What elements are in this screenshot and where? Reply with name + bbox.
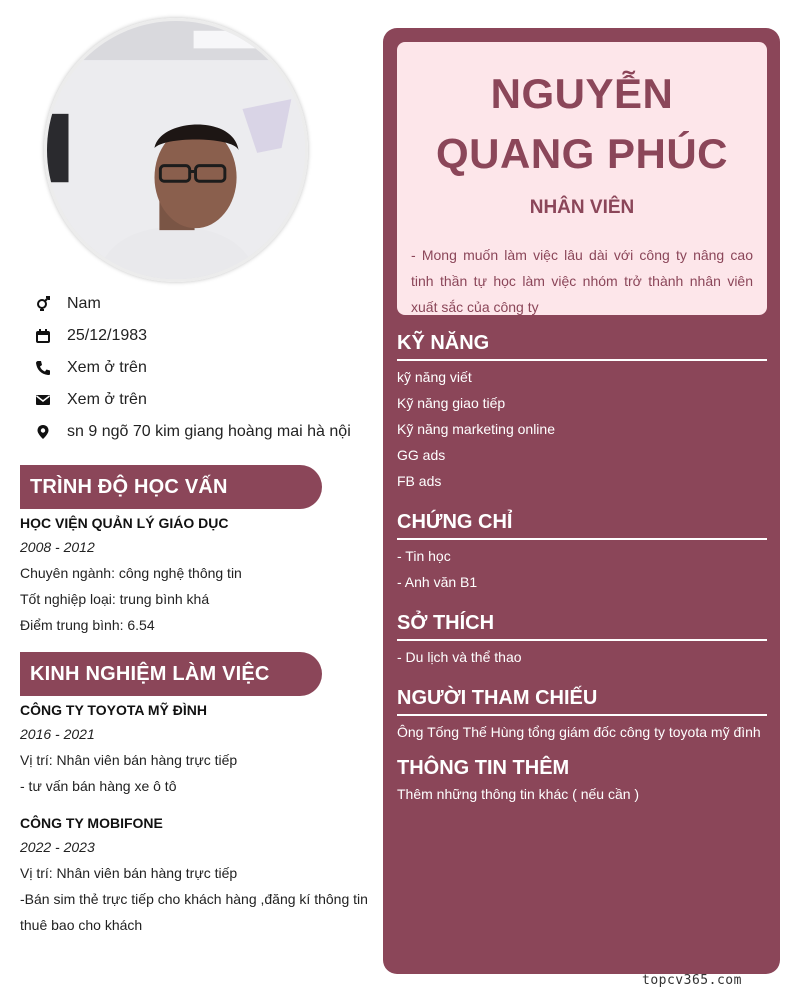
full-name: [397, 64, 767, 184]
name-line-1: NGUYỄN: [490, 70, 674, 117]
skill-item: kỹ năng viết: [397, 369, 472, 385]
certificates-heading: CHỨNG CHỈ: [397, 509, 767, 540]
skills-heading: KỸ NĂNG: [397, 330, 767, 361]
name-line-2: QUANG PHÚC: [435, 130, 728, 177]
certificate-item: - Tin học: [397, 548, 451, 564]
education-grade: Tốt nghiệp loại: trung bình khá: [20, 591, 210, 607]
person-photo-icon: [47, 21, 305, 279]
hobby-item: - Du lịch và thể thao: [397, 649, 522, 665]
education-entry: [20, 512, 370, 638]
skill-item: Kỹ năng marketing online: [397, 421, 555, 437]
hobbies-list: [397, 644, 767, 670]
job-period: 2016 - 2021: [20, 726, 95, 742]
job-detail: - tư vấn bán hàng xe ô tô: [20, 778, 177, 794]
skill-item: FB ads: [397, 473, 442, 489]
experience-entry: [20, 699, 370, 799]
phone-icon: [34, 359, 52, 377]
email-icon: [34, 391, 52, 409]
job-detail: -Bán sim thẻ trực tiếp cho khách hàng ,đăng kí thông tin thuê bao cho khách: [20, 891, 368, 933]
references-list: [397, 719, 767, 745]
job-period: 2022 - 2023: [20, 839, 95, 855]
extra-info-list: [397, 781, 767, 807]
name-card: [397, 42, 767, 315]
contact-phone: [34, 352, 374, 384]
job-position: Vị trí: Nhân viên bán hàng trực tiếp: [20, 752, 238, 768]
calendar-icon: [34, 327, 52, 345]
school-name: HỌC VIỆN QUẢN LÝ GIÁO DỤC: [20, 515, 229, 531]
contact-list: [34, 288, 374, 448]
education-period: 2008 - 2012: [20, 539, 95, 555]
skill-item: Kỹ năng giao tiếp: [397, 395, 506, 411]
education-major: Chuyên ngành: công nghệ thông tin: [20, 565, 242, 581]
contact-email: [34, 384, 374, 416]
extra-info-item: Thêm những thông tin khác ( nếu cần ): [397, 786, 640, 802]
career-objective: - Mong muốn làm việc lâu dài với công ty nâng cao tinh thần tự học làm việc nhóm trở thành nhân viên xuất sắc của công ty: [411, 247, 753, 315]
contact-gender-text: Nam: [67, 295, 101, 312]
contact-birthday-text: 25/12/1983: [67, 327, 148, 344]
contact-birthday: [34, 320, 374, 352]
extra-info-heading: THÔNG TIN THÊM: [397, 757, 570, 779]
references-heading: NGƯỜI THAM CHIẾU: [397, 685, 767, 716]
certificate-item: - Anh văn B1: [397, 574, 478, 590]
skills-list: [397, 364, 767, 494]
company-name: CÔNG TY MOBIFONE: [20, 815, 163, 831]
education-gpa: Điểm trung bình: 6.54: [20, 617, 155, 633]
experience-entry: [20, 812, 370, 938]
contact-phone-text: Xem ở trên: [67, 359, 147, 376]
profile-photo: [44, 18, 308, 282]
company-name: CÔNG TY TOYOTA MỸ ĐÌNH: [20, 702, 207, 718]
contact-gender: [34, 288, 374, 320]
footer-watermark: topcv365.com: [642, 973, 742, 988]
contact-address-text: sn 9 ngõ 70 kim giang hoàng mai hà nội: [67, 423, 351, 440]
location-icon: [34, 423, 52, 441]
reference-item: Ông Tống Thế Hùng tổng giám đốc công ty toyota mỹ đình: [397, 724, 761, 740]
education-heading: TRÌNH ĐỘ HỌC VẤN: [20, 465, 322, 509]
hobbies-heading: SỞ THÍCH: [397, 610, 767, 641]
gender-icon: [34, 295, 52, 313]
job-title: NHÂN VIÊN: [529, 197, 635, 218]
job-position: Vị trí: Nhân viên bán hàng trực tiếp: [20, 865, 238, 881]
certificates-list: [397, 543, 767, 595]
contact-address: [34, 416, 374, 448]
skill-item: GG ads: [397, 447, 446, 463]
experience-heading: KINH NGHIỆM LÀM VIỆC: [20, 652, 322, 696]
contact-email-text: Xem ở trên: [67, 391, 147, 408]
